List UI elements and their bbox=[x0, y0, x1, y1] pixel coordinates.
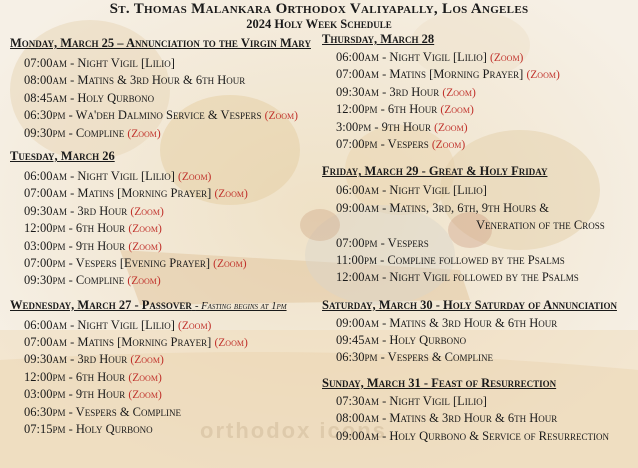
schedule-item bbox=[24, 386, 320, 403]
day-wednesday bbox=[10, 298, 320, 439]
zoom-link[interactable]: (Zoom) bbox=[440, 104, 474, 117]
item-time: 09:45am - Holy Qurbono bbox=[336, 333, 467, 348]
item-time: 06:00am - Night Vigil [Lilio] bbox=[336, 183, 487, 198]
item-time: 07:00pm - Vespers [Evening Prayer] bbox=[24, 255, 211, 270]
item-time: 07:00am - Night Vigil [Lilio] bbox=[24, 56, 175, 70]
day-heading: Saturday, March 30 - Holy Saturday of Annunciation bbox=[322, 297, 617, 312]
day-saturday bbox=[322, 298, 636, 367]
item-time: 12:00pm - 6th Hour bbox=[24, 369, 126, 384]
schedule-item bbox=[336, 332, 636, 349]
item-time: 08:00am - Matins & 3rd Hour & 6th Hour bbox=[336, 411, 558, 426]
zoom-link[interactable]: (Zoom) bbox=[490, 52, 524, 64]
item-time: 07:00am - Matins [Morning Prayer] bbox=[336, 67, 524, 82]
day-friday bbox=[322, 164, 636, 286]
page-title: St. Thomas Malankara Orthodox Valiyapally, Los Angeles bbox=[109, 1, 529, 17]
item-time: 09:00am - Matins & 3rd Hour & 6th Hour bbox=[336, 315, 558, 330]
zoom-link[interactable]: (Zoom) bbox=[127, 275, 161, 288]
zoom-link[interactable]: (Zoom) bbox=[178, 319, 212, 332]
schedule-item bbox=[336, 119, 636, 136]
item-time: 12:00pm - 6th Hour bbox=[336, 102, 438, 117]
schedule-item bbox=[24, 421, 320, 438]
day-thursday bbox=[322, 32, 636, 153]
item-time: 07:15pm - Holy Qurbono bbox=[24, 422, 153, 437]
right-column bbox=[322, 32, 636, 445]
schedule-item bbox=[24, 168, 320, 185]
item-time: 12:00pm - 6th Hour bbox=[24, 221, 126, 236]
item-time: 07:00pm - Vespers bbox=[336, 136, 429, 151]
item-time: 11:00pm - Compline followed by the Psalms bbox=[336, 252, 565, 267]
schedule-item bbox=[336, 66, 636, 83]
schedule-item bbox=[336, 200, 636, 217]
schedule-item bbox=[24, 238, 320, 255]
schedule-item bbox=[336, 235, 636, 252]
item-time: 12:00am - Night Vigil followed by the Psalms bbox=[336, 270, 579, 285]
schedule-item bbox=[336, 101, 636, 118]
schedule-item bbox=[336, 269, 636, 286]
item-time: 06:00am - Night Vigil [Lilio] bbox=[24, 168, 175, 183]
day-heading: Sunday, March 31 - Feast of Resurrection bbox=[322, 375, 557, 390]
zoom-link[interactable]: (Zoom) bbox=[130, 354, 164, 367]
schedule-item bbox=[336, 410, 636, 427]
schedule-item bbox=[24, 125, 320, 142]
zoom-link[interactable]: (Zoom) bbox=[128, 223, 162, 236]
schedule-item bbox=[336, 349, 636, 366]
zoom-link[interactable]: (Zoom) bbox=[214, 188, 248, 201]
item-time: 06:30pm - Vespers & Compline bbox=[336, 350, 494, 365]
item-time: 03:00pm - 9th Hour bbox=[24, 238, 126, 253]
zoom-link[interactable]: (Zoom) bbox=[442, 86, 476, 99]
left-column bbox=[10, 36, 320, 438]
item-time: 09:30am - 3rd Hour bbox=[336, 84, 440, 99]
item-time: 09:30pm - Compline bbox=[24, 125, 125, 140]
item-time: 06:30pm - Vespers & Compline bbox=[24, 404, 182, 419]
zoom-link[interactable]: (Zoom) bbox=[264, 110, 298, 123]
day-tuesday bbox=[10, 149, 320, 290]
zoom-link[interactable]: (Zoom) bbox=[127, 127, 161, 140]
zoom-link[interactable]: (Zoom) bbox=[128, 389, 162, 402]
item-time: 06:00am - Night Vigil [Lilio] bbox=[336, 50, 487, 64]
schedule-item bbox=[24, 72, 320, 89]
item-time: 09:00am - Matins, 3rd, 6th, 9th Hours & bbox=[336, 200, 550, 215]
item-time: 09:30pm - Compline bbox=[24, 273, 125, 288]
day-heading: Monday, March 25 – Annunciation to the Virgin Mary bbox=[10, 36, 311, 50]
zoom-link[interactable]: (Zoom) bbox=[526, 69, 560, 82]
schedule-item bbox=[336, 252, 636, 269]
schedule-item bbox=[24, 255, 320, 272]
item-time: 07:00am - Matins [Morning Prayer] bbox=[24, 335, 212, 350]
zoom-link[interactable]: (Zoom) bbox=[431, 138, 466, 151]
item-time: 07:00pm - Vespers bbox=[336, 235, 429, 250]
schedule-item bbox=[24, 272, 320, 289]
item-time: 3:00pm - 9th Hour bbox=[336, 119, 432, 134]
item-time: 03:00pm - 9th Hour bbox=[24, 387, 126, 402]
zoom-link[interactable]: (Zoom) bbox=[130, 205, 164, 218]
item-time: 06:00am - Night Vigil [Lilio] bbox=[24, 317, 175, 332]
schedule-item bbox=[336, 428, 636, 445]
page-subtitle: 2024 Holy Week Schedule bbox=[246, 17, 392, 31]
day-monday bbox=[10, 36, 320, 142]
day-heading: Thursday, March 28 bbox=[322, 32, 435, 46]
schedule-item bbox=[24, 203, 320, 220]
zoom-link[interactable]: (Zoom) bbox=[178, 170, 212, 183]
zoom-link[interactable]: (Zoom) bbox=[434, 121, 468, 134]
schedule-item bbox=[24, 220, 320, 237]
schedule-item bbox=[24, 317, 320, 334]
schedule-item bbox=[24, 369, 320, 386]
item-time: 08:45am - Holy Qurbono bbox=[24, 90, 155, 105]
item-time: 09:30am - 3rd Hour bbox=[24, 203, 128, 218]
item-time: 07:30am - Night Vigil [Lilio] bbox=[336, 393, 487, 408]
item-time: 07:00am - Matins [Morning Prayer] bbox=[24, 186, 212, 201]
schedule-item bbox=[336, 49, 636, 66]
schedule-item bbox=[24, 90, 320, 107]
schedule-item bbox=[336, 136, 636, 153]
schedule-item bbox=[24, 334, 320, 351]
fasting-note: - Fasting begins at 1pm bbox=[195, 300, 287, 312]
item-time: 06:30pm - Wa'deh Dalmino Service & Vespers bbox=[24, 108, 262, 123]
day-heading: Tuesday, March 26 bbox=[10, 148, 115, 163]
schedule-item bbox=[336, 393, 636, 410]
day-heading bbox=[10, 298, 320, 313]
item-time: 08:00am - Matins & 3rd Hour & 6th Hour bbox=[24, 73, 246, 88]
schedule-item bbox=[24, 185, 320, 202]
zoom-link[interactable]: (Zoom) bbox=[213, 257, 247, 270]
zoom-link[interactable]: (Zoom) bbox=[214, 337, 248, 350]
schedule-item bbox=[336, 182, 636, 199]
day-heading-text: Wednesday, March 27 - Passover bbox=[10, 297, 192, 312]
zoom-link[interactable]: (Zoom) bbox=[128, 371, 162, 384]
schedule-item bbox=[336, 84, 636, 101]
schedule-item-continuation: Veneration of the Cross bbox=[476, 218, 605, 233]
item-time: 09:00am - Holy Qurbono & Service of Resurrection bbox=[336, 428, 609, 443]
schedule-item bbox=[336, 315, 636, 332]
schedule-item bbox=[24, 55, 320, 72]
schedule-item bbox=[24, 351, 320, 368]
item-time: 09:30am - 3rd Hour bbox=[24, 352, 128, 367]
day-sunday bbox=[322, 376, 636, 445]
watermark-text: orthodox icons bbox=[200, 418, 387, 443]
schedule-item bbox=[24, 404, 320, 421]
day-heading: Friday, March 29 - Great & Holy Friday bbox=[322, 164, 548, 179]
zoom-link[interactable]: (Zoom) bbox=[128, 240, 162, 253]
schedule-item bbox=[24, 107, 320, 124]
